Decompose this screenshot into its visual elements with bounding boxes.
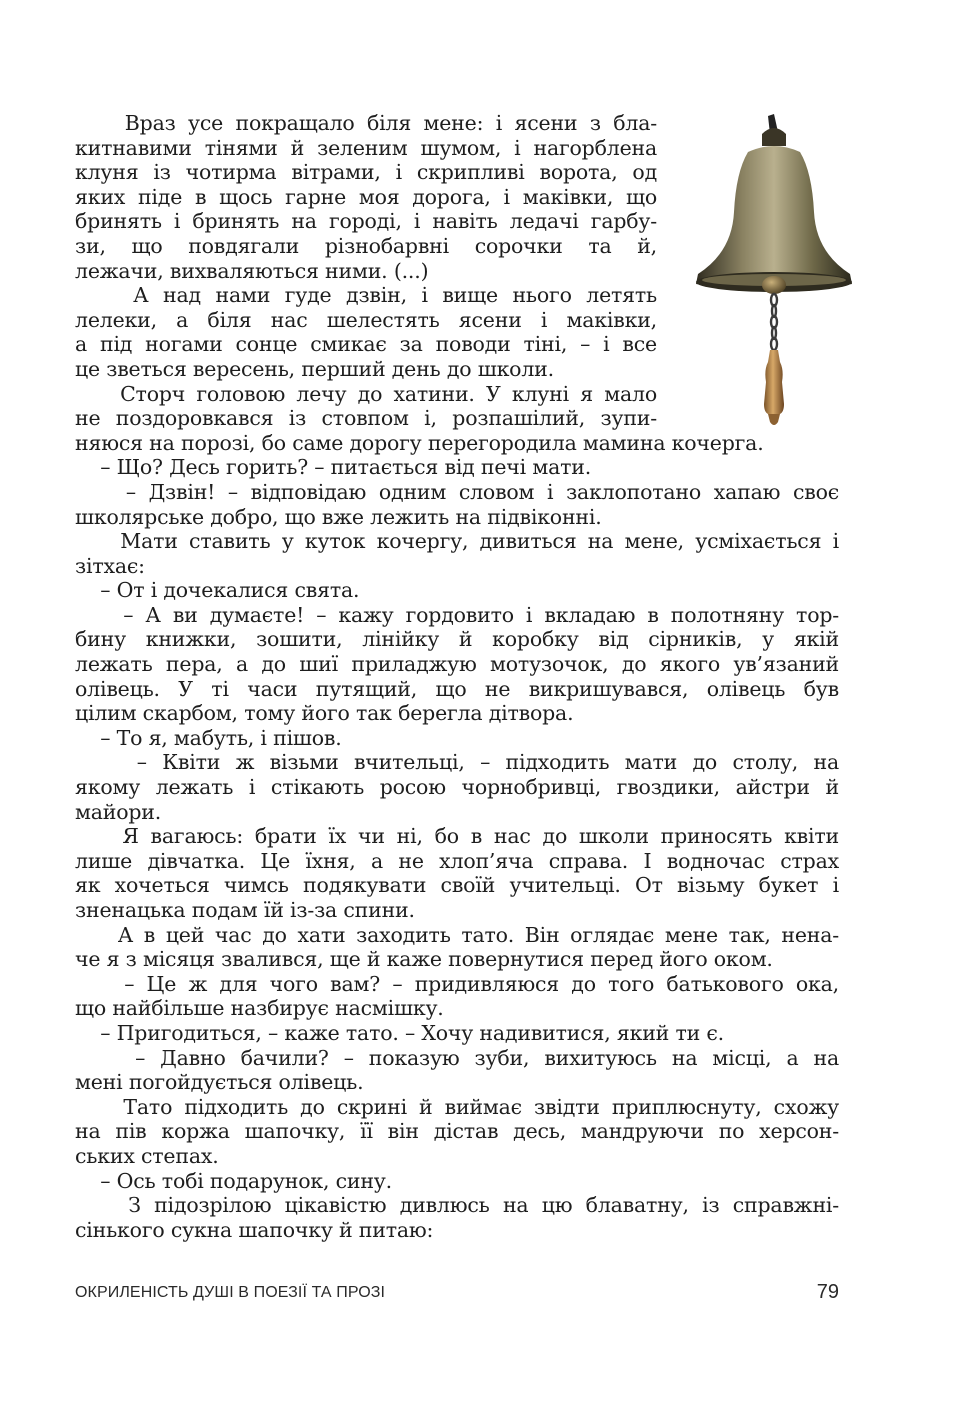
text-line: бринять і бринять на городі, і навіть ледачі гарбу- [75,209,657,234]
text-line: мені погойдується олівець. [75,1070,364,1095]
text-line: цілим скарбом, тому його так берегла дітвора. [75,701,574,726]
text-line: Мати ставить у куток кочергу, дивиться на мене, усміхається і [75,529,839,554]
chapter-title-footer: ОКРИЛЕНІСТЬ ДУШІ В ПОЕЗІЇ ТА ПРОЗІ [75,1284,386,1301]
text-line: ських степах. [75,1143,219,1168]
text-line: майори. [75,799,162,824]
text-line: клуня із чотирма вітрами, і скрипливі ворота, од [75,160,657,185]
text-line: Сторч головою лечу до хатини. У клуні я мало [75,381,657,406]
text-line: Я вагаюсь: брати їх чи ні, бо в нас до школи приносять квіти [75,824,839,849]
text-line: – То я, мабуть, і пішов. [75,725,342,750]
text-line: на пів коржа шапочку, її він дістав десь, мандруючи по херсон- [75,1119,839,1144]
text-line: а під ногами сонце смикає за поводи тіні, – і все [75,332,657,357]
text-line: сінького сукна шапочку й питаю: [75,1217,434,1242]
text-line: китнавими тінями й зеленим шумом, і нагорблена [75,135,657,160]
text-line: А в цей час до хати заходить тато. Він оглядає мене так, нена- [75,922,839,947]
text-line: – Квіти ж візьми вчительці, – підходить мати до столу, на [75,750,839,775]
story-text [75,111,839,1242]
text-line: лежать пера, а до шиї приладжую мотузочок, до якого ув’язаний [75,652,839,677]
text-line: це зветься вересень, перший день до школи. [75,356,554,381]
text-line: – Ось тобі подарунок, сину. [75,1168,392,1193]
text-line: лише дівчатка. Це їхня, а не хлоп’яча справа. І водночас страх [75,848,839,873]
text-line: не поздоровкався із стовпом і, розпашілий, зупи- [75,406,657,431]
text-line: че я з місяця звалився, ще й каже повернутися перед його оком. [75,947,773,972]
text-line: якому лежать і стікають росою чорнобривці, гвоздики, айстри й [75,775,839,800]
text-line: З підозрілою цікавістю дивлюсь на цю блаватну, із справжні- [75,1193,839,1218]
text-line: – Дзвін! – відповідаю одним словом і заклопотано хапаю своє [75,479,839,504]
text-line: лежачи, вихваляються ними. (...) [75,258,429,283]
text-line: зи, що повдягали різнобарвні сорочки та й, [75,233,657,258]
text-line: зітхає: [75,553,145,578]
text-line: няюся на порозі, бо саме дорогу перегородила мамина кочерга. [75,430,764,455]
page-number: 79 [816,1281,839,1303]
text-line: – А ви думаєте! – кажу гордовито і вкладаю в полотняну тор- [75,602,839,627]
text-line: – Давно бачили? – показую зуби, вихитуюсь на місці, а на [75,1045,839,1070]
text-line: як хочеться чимсь подякувати своїй учительці. От візьму букет і [75,873,839,898]
text-line: – От і дочекалися свята. [75,578,360,603]
text-line: Тато підходить до скрині й виймає звідти приплюснуту, схожу [75,1094,839,1119]
text-line: бину книжки, зошити, лінійку й коробку від сірників, у якій [75,627,839,652]
text-line: яких піде в щось гарне моя дорога, і маківки, що [75,184,657,209]
text-line: що найбільше назбирує насмішку. [75,996,444,1021]
text-line: олівець. У ті часи путящий, що не викришувався, олівець був [75,676,839,701]
text-line: – Пригодиться, – каже тато. – Хочу надивитися, який ти є. [75,1020,724,1045]
text-line: А над нами гуде дзвін, і вище нього летять [75,283,657,308]
text-line: лелеки, а біля нас шелестять ясени і маківки, [75,307,657,332]
text-line: школярське добро, що вже лежить на підвіконні. [75,504,602,529]
text-line: – Що? Десь горить? – питається від печі мати. [75,455,592,480]
text-line: – Це ж для чого вам? – придивляюся до того батькового ока, [75,971,839,996]
text-line: зненацька подам їй із-за спини. [75,898,415,922]
text-line: Враз усе покращало біля мене: і ясени з бла- [75,111,657,135]
